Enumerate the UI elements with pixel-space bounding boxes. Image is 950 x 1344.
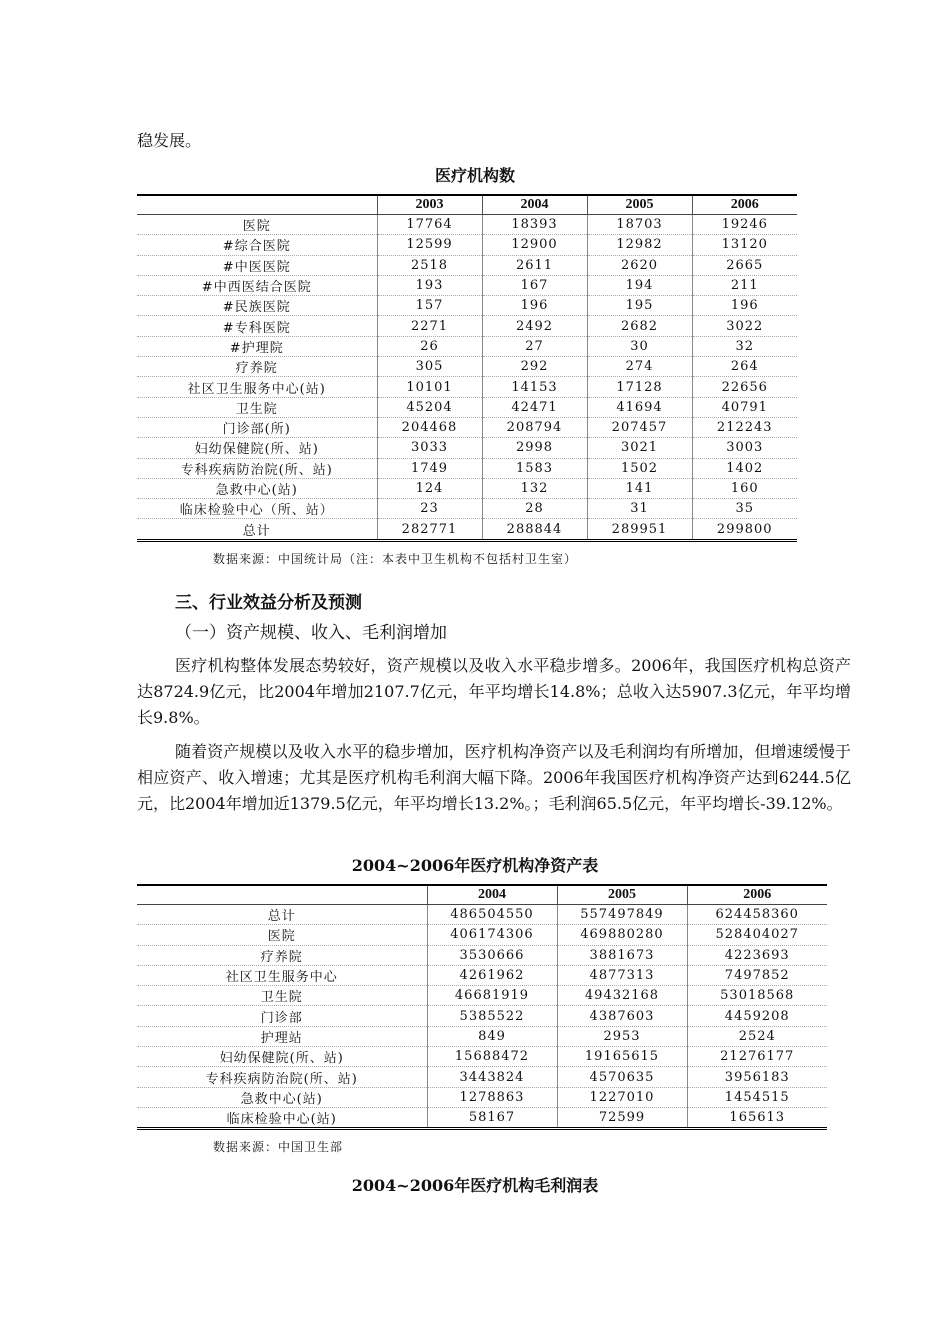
table1-row (137, 458, 797, 478)
table2-cell: 21276177 (687, 1047, 827, 1067)
table1-cell: 41694 (587, 397, 692, 417)
table1-title: 医疗机构数 (434, 166, 515, 185)
table1-row-label: #综合医院 (137, 235, 377, 255)
table2-row (137, 986, 827, 1006)
table1-cell: 42471 (482, 397, 587, 417)
table1-cell: 1502 (587, 458, 692, 478)
table2-cell: 406174306 (427, 925, 557, 945)
table2-row-label: 临床检验中心(站) (226, 1112, 337, 1128)
table2-row (137, 1026, 827, 1046)
table1-cell: 196 (482, 296, 587, 316)
table1-cell: 289951 (587, 519, 692, 540)
table1-cell: 17128 (587, 377, 692, 397)
table1-row (137, 336, 797, 356)
table1-row (137, 215, 797, 235)
table2-cell: 1227010 (557, 1087, 687, 1107)
table2-cell: 4261962 (427, 965, 557, 985)
table1-cell: 167 (482, 275, 587, 295)
table2-title: 2004~2006年医疗机构净资产表 (351, 856, 599, 875)
table3-title: 2004~2006年医疗机构毛利润表 (351, 1176, 599, 1195)
table2-row-label: 疗养院 (137, 945, 427, 965)
table1-cell: 23 (377, 499, 482, 519)
table2-row (137, 1006, 827, 1026)
table1-row (137, 478, 797, 498)
table2-cell: 72599 (557, 1107, 687, 1128)
table2-cell: 4387603 (557, 1006, 687, 1026)
table2-row-label: 总计 (137, 905, 427, 925)
table2-cell: 3956183 (687, 1067, 827, 1087)
table1-row (137, 357, 797, 377)
table1-cell: 211 (692, 275, 797, 295)
table1-cell: 3003 (692, 438, 797, 458)
table1-cell: 292 (482, 357, 587, 377)
table1-cell: 204468 (377, 417, 482, 437)
table1-header-cell: 2006 (692, 195, 797, 215)
table2-cell: 3881673 (557, 945, 687, 965)
table1-body (137, 215, 797, 541)
table1-cell: 2611 (482, 255, 587, 275)
table1-row-label: 专科疾病防治院(所、站) (137, 458, 377, 478)
table2-body (137, 905, 827, 1129)
table2-cell: 58167 (427, 1107, 557, 1128)
table1-cell: 45204 (377, 397, 482, 417)
table1-cell: 27 (482, 336, 587, 356)
table2-row (137, 945, 827, 965)
table1-row-label: #中西医结合医院 (137, 275, 377, 295)
table1-cell: 2492 (482, 316, 587, 336)
table2-cell: 49432168 (557, 986, 687, 1006)
table2-cell: 528404027 (687, 925, 827, 945)
table1-row (137, 377, 797, 397)
table1-cell: 32 (692, 336, 797, 356)
table2-row (137, 965, 827, 985)
table1-row (137, 438, 797, 458)
table1-cell: 305 (377, 357, 482, 377)
table2-header-row (137, 885, 827, 905)
section-heading: 三、行业效益分析及预测 (175, 593, 362, 613)
table1-cell: 274 (587, 357, 692, 377)
table1-row (137, 275, 797, 295)
table1-cell: 35 (692, 499, 797, 519)
table2-header-cell: 2004 (427, 885, 557, 905)
table1-cell: 2271 (377, 316, 482, 336)
table1-cell: 3022 (692, 316, 797, 336)
net-assets-table (137, 884, 827, 1130)
table1-cell: 17764 (377, 215, 482, 235)
table1-cell: 160 (692, 478, 797, 498)
table2-source-note: 数据来源：中国卫生部 (213, 1140, 344, 1154)
table1-cell: 195 (587, 296, 692, 316)
table1-row (137, 235, 797, 255)
table2-cell: 2953 (557, 1026, 687, 1046)
table1-source-note: 数据来源：中国统计局（注：本表中卫生机构不包括村卫生室） (213, 552, 578, 566)
table1-cell: 1749 (377, 458, 482, 478)
table2-cell: 1454515 (687, 1087, 827, 1107)
table1-row-label: 疗养院 (137, 357, 377, 377)
table1-cell: 264 (692, 357, 797, 377)
table1-cell: 193 (377, 275, 482, 295)
table2-row (137, 1107, 827, 1128)
table1-row (137, 255, 797, 275)
table2-row-label: 医院 (137, 925, 427, 945)
table1-row-label: 总计 (242, 523, 271, 539)
table1-cell: 3033 (377, 438, 482, 458)
table2-cell: 165613 (687, 1107, 827, 1128)
table1-cell: 141 (587, 478, 692, 498)
table1-row-label: #民族医院 (137, 296, 377, 316)
table1-cell: 132 (482, 478, 587, 498)
table2-cell: 624458360 (687, 905, 827, 925)
table2-row-label: 社区卫生服务中心 (137, 965, 427, 985)
table1-cell: 30 (587, 336, 692, 356)
table1-row-label: 医院 (137, 215, 377, 235)
table1-cell: 2682 (587, 316, 692, 336)
table1-row-label: #中医医院 (137, 255, 377, 275)
table2-cell: 19165615 (557, 1047, 687, 1067)
table1-row-label: 社区卫生服务中心(站) (137, 377, 377, 397)
table2-cell: 5385522 (427, 1006, 557, 1026)
table1-cell: 28 (482, 499, 587, 519)
table2-header-cell (137, 885, 427, 905)
table2-cell: 4570635 (557, 1067, 687, 1087)
table1-cell: 2518 (377, 255, 482, 275)
table2-cell: 2524 (687, 1026, 827, 1046)
table2-cell: 4223693 (687, 945, 827, 965)
table1-row (137, 316, 797, 336)
table1-cell: 2620 (587, 255, 692, 275)
table1-cell: 282771 (377, 519, 482, 540)
table2-header-cell: 2005 (557, 885, 687, 905)
table2-header-cell: 2006 (687, 885, 827, 905)
table1-cell: 22656 (692, 377, 797, 397)
table1-header-cell: 2004 (482, 195, 587, 215)
institution-count-table (137, 194, 797, 542)
table1-row-label: #专科医院 (137, 316, 377, 336)
table1-cell: 12982 (587, 235, 692, 255)
table1-cell: 1583 (482, 458, 587, 478)
paragraph-net-assets-profit: 随着资产规模以及收入水平的稳步增加，医疗机构净资产以及毛利润均有所增加，但增速缓慢于相应资产、收入增速；尤其是医疗机构毛利润大幅下降。2006年我国医疗机构净资产达到6244.5亿元，比2004年增加近1379.5亿元，年平均增长13.2%。；毛利润65.5亿元，年平均增长-39.12%。 (137, 742, 851, 813)
intro-tail-text: 稳发展。 (137, 131, 202, 150)
table2-cell: 849 (427, 1026, 557, 1046)
table1-cell: 3021 (587, 438, 692, 458)
table1-cell: 208794 (482, 417, 587, 437)
table1-row (137, 499, 797, 519)
table1-cell: 196 (692, 296, 797, 316)
table2-row (137, 925, 827, 945)
table1-row (137, 519, 797, 540)
table2-row-label: 妇幼保健院(所、站) (137, 1047, 427, 1067)
table1-header-row (137, 195, 797, 215)
table2-cell: 53018568 (687, 986, 827, 1006)
table2-row (137, 905, 827, 925)
table1-row-label: 临床检验中心（所、站） (137, 499, 377, 519)
table1-cell: 1402 (692, 458, 797, 478)
table1-header-cell: 2003 (377, 195, 482, 215)
table1-cell: 18393 (482, 215, 587, 235)
table1-cell: 40791 (692, 397, 797, 417)
table1-cell: 13120 (692, 235, 797, 255)
table1-cell: 19246 (692, 215, 797, 235)
table2-row-label: 卫生院 (137, 986, 427, 1006)
table2-cell: 486504550 (427, 905, 557, 925)
table1-header-cell (137, 195, 377, 215)
table1-row (137, 397, 797, 417)
table1-cell: 10101 (377, 377, 482, 397)
table2-cell: 1278863 (427, 1087, 557, 1107)
table1-header-cell: 2005 (587, 195, 692, 215)
table2-row-label: 急救中心(站) (137, 1087, 427, 1107)
table1-cell: 26 (377, 336, 482, 356)
table2-cell: 4877313 (557, 965, 687, 985)
table2-cell: 557497849 (557, 905, 687, 925)
table2-row (137, 1087, 827, 1107)
table1-cell: 299800 (692, 519, 797, 540)
table2-cell: 3443824 (427, 1067, 557, 1087)
table1-cell: 212243 (692, 417, 797, 437)
table1-cell: 157 (377, 296, 482, 316)
table1-cell: 194 (587, 275, 692, 295)
table1-cell: 2665 (692, 255, 797, 275)
table1-cell: 18703 (587, 215, 692, 235)
table2-cell: 7497852 (687, 965, 827, 985)
table1-row-label: 妇幼保健院(所、站) (137, 438, 377, 458)
table2-cell: 15688472 (427, 1047, 557, 1067)
table2-row-label: 专科疾病防治院(所、站) (137, 1067, 427, 1087)
table1-row-label: #护理院 (137, 336, 377, 356)
table2-cell: 3530666 (427, 945, 557, 965)
table1-cell: 207457 (587, 417, 692, 437)
table2-cell: 469880280 (557, 925, 687, 945)
table2-row-label: 门诊部 (137, 1006, 427, 1026)
table2-cell: 46681919 (427, 986, 557, 1006)
table1-cell: 12900 (482, 235, 587, 255)
table1-cell: 14153 (482, 377, 587, 397)
table1-cell: 2998 (482, 438, 587, 458)
table1-row (137, 417, 797, 437)
table2-row (137, 1047, 827, 1067)
table1-cell: 12599 (377, 235, 482, 255)
paragraph-assets-income: 医疗机构整体发展态势较好，资产规模以及收入水平稳步增多。2006年，我国医疗机构总资产达8724.9亿元，比2004年增加2107.7亿元，年平均增长14.8%；总收入达5907.3亿元，年平均增长9.8%。 (137, 656, 851, 727)
table1-row-label: 急救中心(站) (137, 478, 377, 498)
table1-row (137, 296, 797, 316)
table1-cell: 124 (377, 478, 482, 498)
table1-row-label: 门诊部(所) (137, 417, 377, 437)
table2-cell: 4459208 (687, 1006, 827, 1026)
table1-row-label: 卫生院 (137, 397, 377, 417)
table1-cell: 288844 (482, 519, 587, 540)
table2-row (137, 1067, 827, 1087)
table1-cell: 31 (587, 499, 692, 519)
table2-row-label: 护理站 (137, 1026, 427, 1046)
subsection-heading: （一）资产规模、收入、毛利润增加 (175, 623, 447, 643)
